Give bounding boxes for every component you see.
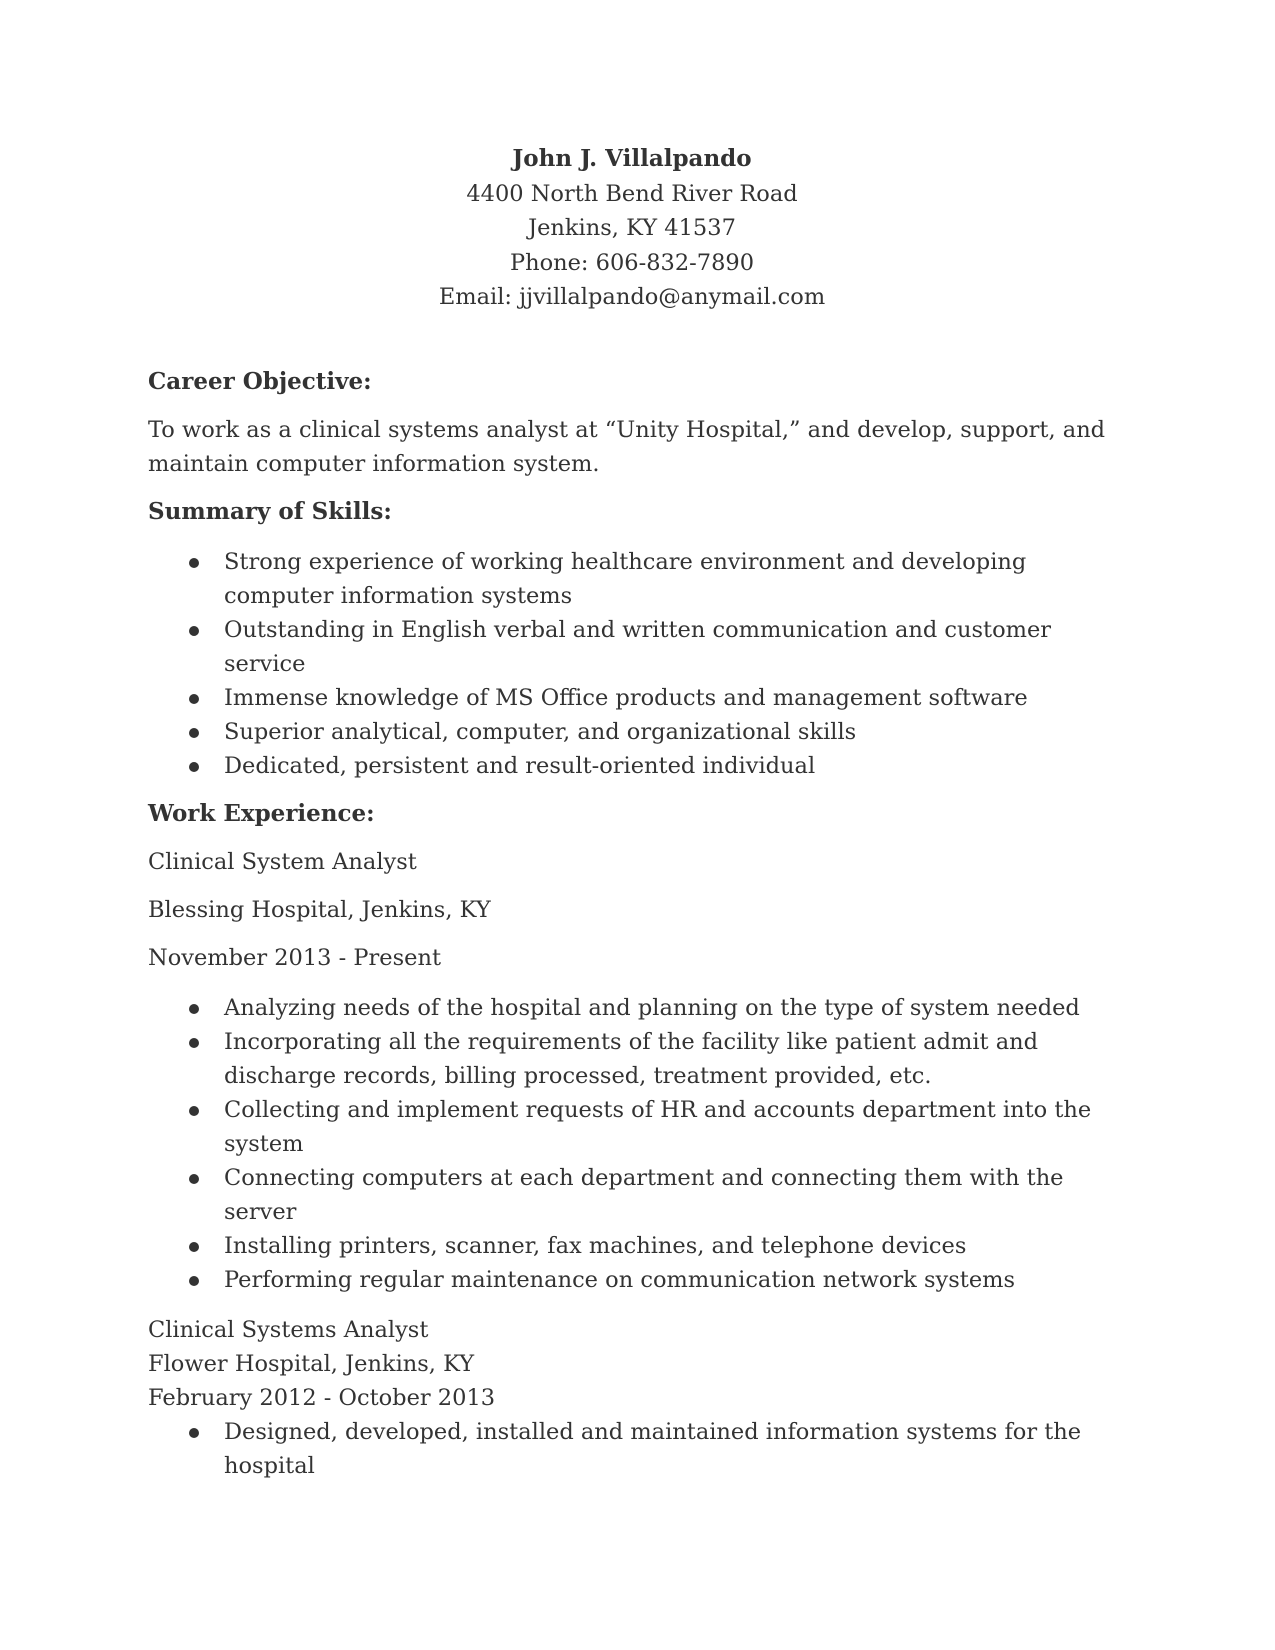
phone: Phone: 606-832-7890 xyxy=(509,249,755,276)
duty-item xyxy=(148,991,1128,1025)
career-objective-title: Career Objective: xyxy=(148,367,372,395)
job-employer: Flower Hospital, Jenkins, KY xyxy=(148,1350,475,1377)
bullet-icon xyxy=(189,626,199,636)
bullet-icon xyxy=(189,1038,199,1048)
job-duties-list xyxy=(148,991,1128,1297)
skill-text: Dedicated, persistent and result-oriented individual xyxy=(224,752,816,779)
bullet-icon xyxy=(189,1428,199,1438)
duty-item xyxy=(148,1161,1128,1229)
duty-text: Analyzing needs of the hospital and planning on the type of system needed xyxy=(224,994,1080,1021)
resume-header xyxy=(142,142,1122,315)
duty-item xyxy=(148,1025,1128,1093)
resume-page xyxy=(148,140,1128,1483)
email: Email: jjvillalpando@anymail.com xyxy=(438,284,826,310)
duty-item xyxy=(148,1229,1128,1263)
skill-text: Superior analytical, computer, and organizational skills xyxy=(224,718,857,745)
skills-list xyxy=(148,545,1128,783)
duty-text: Collecting and implement requests of HR and accounts department into the system xyxy=(224,1096,1092,1157)
bullet-icon xyxy=(189,1276,199,1286)
job-dates: November 2013 - Present xyxy=(148,944,441,971)
bullet-icon xyxy=(189,1106,199,1116)
candidate-name: John J. Villalpando xyxy=(512,145,752,172)
duty-text: Designed, developed, installed and maintained information systems for the hospital xyxy=(224,1418,1082,1479)
skill-item xyxy=(148,681,1128,715)
skill-text: Immense knowledge of MS Office products and management software xyxy=(224,684,1028,711)
skill-text: Outstanding in English verbal and written communication and customer service xyxy=(224,616,1052,677)
skill-item xyxy=(148,545,1128,613)
skill-item xyxy=(148,613,1128,681)
bullet-icon xyxy=(189,728,199,738)
duty-text: Incorporating all the requirements of the facility like patient admit and discharge records, billing processed, treatment provided, etc. xyxy=(224,1028,1039,1089)
bullet-icon xyxy=(189,1174,199,1184)
duty-text: Performing regular maintenance on communication network systems xyxy=(224,1266,1016,1293)
duty-item xyxy=(148,1093,1128,1161)
bullet-icon xyxy=(189,694,199,704)
skill-item xyxy=(148,715,1128,749)
address-line-2: Jenkins, KY 41537 xyxy=(528,215,736,241)
bullet-icon xyxy=(189,1004,199,1014)
duty-text: Installing printers, scanner, fax machines, and telephone devices xyxy=(224,1232,967,1259)
duty-item xyxy=(148,1263,1128,1297)
bullet-icon xyxy=(189,762,199,772)
skill-text: Strong experience of working healthcare environment and developing computer information systems xyxy=(224,548,1027,609)
skill-item xyxy=(148,749,1128,783)
job-role: Clinical System Analyst xyxy=(148,848,417,875)
job-duties-list xyxy=(148,1415,1128,1483)
skills-title: Summary of Skills: xyxy=(148,497,392,525)
duty-text: Connecting computers at each department and connecting them with the server xyxy=(224,1164,1064,1225)
address-line-1: 4400 North Bend River Road xyxy=(466,180,798,207)
work-experience-title: Work Experience: xyxy=(148,799,375,827)
bullet-icon xyxy=(189,558,199,568)
job-dates: February 2012 - October 2013 xyxy=(148,1384,496,1411)
career-objective-text: To work as a clinical systems analyst at “Unity Hospital,” and develop, support, and maintain computer information system. xyxy=(148,416,1106,477)
job-role: Clinical Systems Analyst xyxy=(148,1316,429,1343)
bullet-icon xyxy=(189,1242,199,1252)
job-employer: Blessing Hospital, Jenkins, KY xyxy=(148,896,491,923)
duty-item xyxy=(148,1415,1128,1483)
